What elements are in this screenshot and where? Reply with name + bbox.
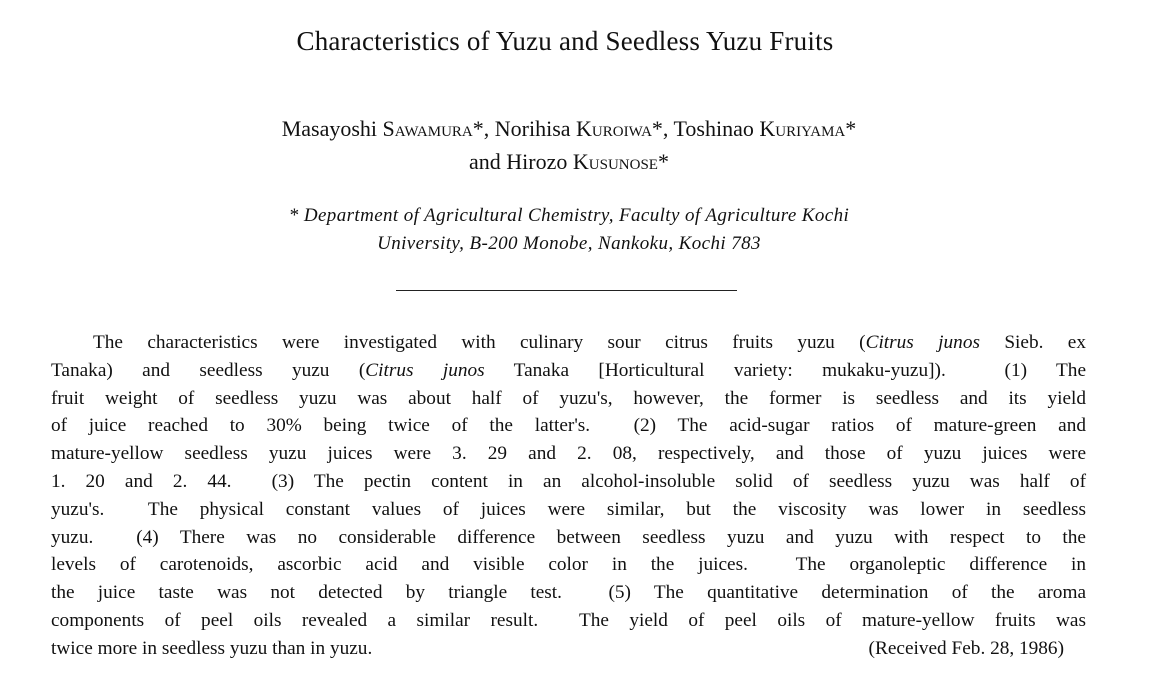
author-name: Hirozo Kusunose* [506,149,669,174]
abstract-line: Tanaka) and seedless yuzu (Citrus junos Tanaka [Horticultural variety: mukaku-yuzu]). (1) The [51,359,1087,381]
author-name: Toshinao Kuriyama* [673,116,857,141]
abstract [51,329,1086,663]
abstract-line: fruit weight of seedless yuzu was about half of yuzu's, however, the former is seedless and its yield [51,387,1086,409]
author-name: Norihisa Kuroiwa*, [494,116,669,141]
affiliation [0,202,1138,258]
abstract-line: The characteristics were investigated with culinary sour citrus fruits yuzu (Citrus junos Sieb. ex [93,332,1086,353]
author-name: Masayoshi Sawamura*, [281,116,490,141]
author-line-2: and Hirozo Kusunose* [469,149,669,174]
divider-rule [396,290,737,291]
abstract-line: yuzu's. The physical constant values of juices were similar, but the viscosity was lower in seedless [51,498,1086,520]
affiliation-line-2: University, B-200 Monobe, Nankoku, Kochi 783 [377,233,761,254]
abstract-line: the juice taste was not detected by triangle test. (5) The quantitative determination of the aroma [51,582,1086,604]
abstract-line: twice more in seedless yuzu than in yuzu. (Received Feb. 28, 1986) [51,635,1086,663]
abstract-line: yuzu. (4) There was no considerable difference between seedless yuzu and yuzu with respect to the [51,526,1086,548]
abstract-line: components of peel oils revealed a similar result. The yield of peel oils of mature-yellow fruits was [51,609,1086,631]
abstract-line: mature-yellow seedless yuzu juices were 3. 29 and 2. 08, respectively, and those of yuzu juices were [51,443,1086,465]
author-list [0,112,1138,178]
abstract-line: levels of carotenoids, ascorbic acid and visible color in the juices. The organoleptic difference in [51,554,1086,576]
abstract-line: of juice reached to 30% being twice of the latter's. (2) The acid-sugar ratios of mature-green and [51,415,1086,437]
received-date: (Received Feb. 28, 1986) [868,637,1064,659]
affiliation-line-1: * Department of Agricultural Chemistry, Faculty of Agriculture Kochi [288,205,850,226]
paper-title: Characteristics of Yuzu and Seedless Yuzu Fruits [296,26,834,56]
author-line-1 [0,112,1138,145]
abstract-line: 1. 20 and 2. 44. (3) The pectin content in an alcohol-insoluble solid of seedless yuzu was half of [51,470,1086,492]
